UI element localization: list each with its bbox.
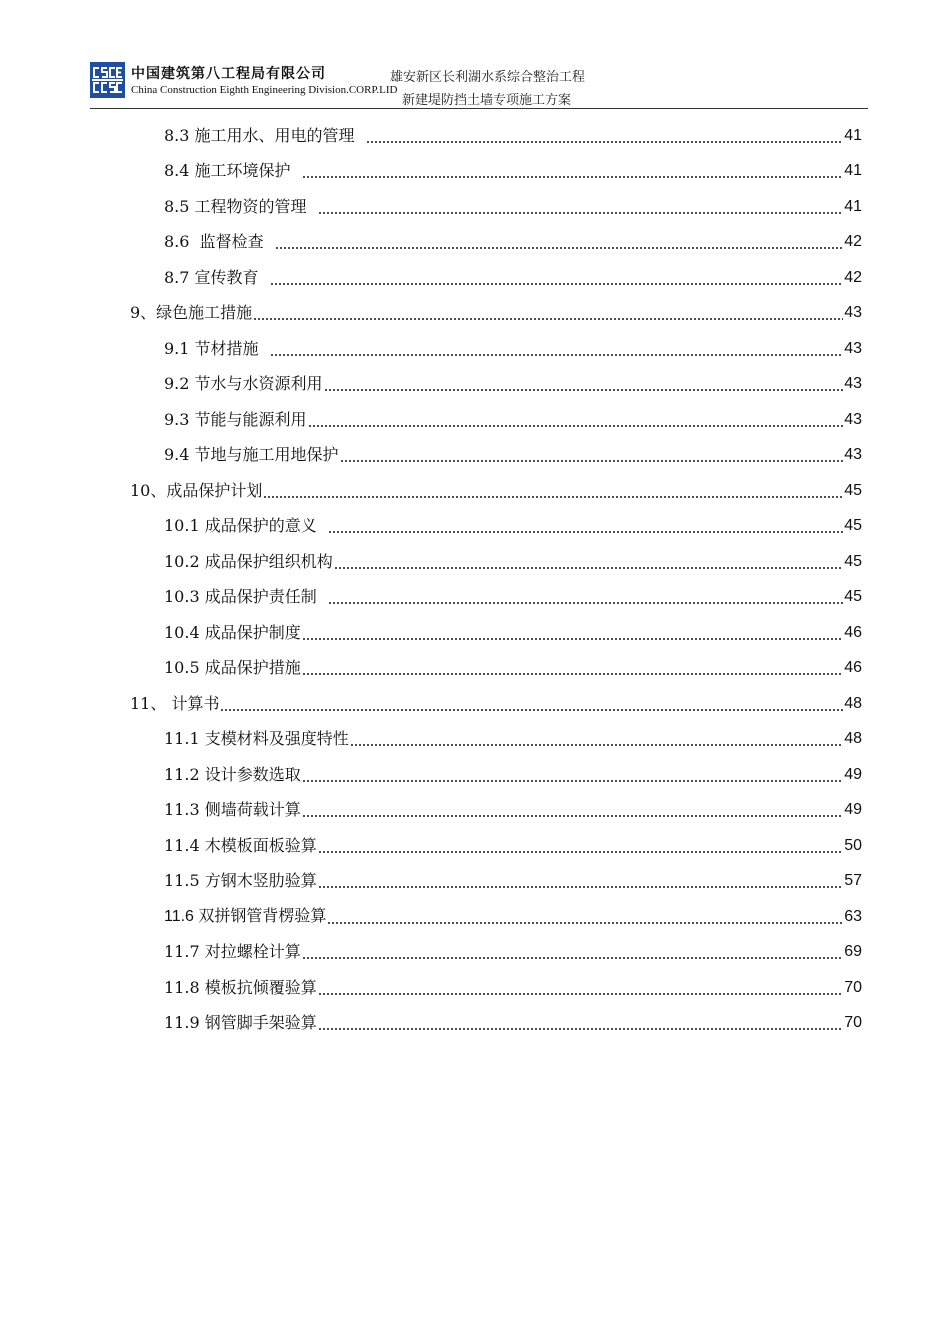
- toc-entry-title: 8.3 施工用水、用电的管理: [164, 125, 365, 145]
- toc-entry-title: 9.1 节材措施: [164, 338, 269, 358]
- toc-entry[interactable]: [130, 509, 862, 545]
- toc-entry-page: 63: [844, 907, 862, 925]
- toc-dot-leader: [308, 410, 844, 430]
- toc-dot-leader: [263, 481, 843, 501]
- company-name-chinese: 中国建筑第八工程局有限公司: [131, 66, 326, 82]
- toc-entry-title: 10.2 成品保护组织机构: [164, 551, 333, 571]
- toc-entry-page: 42: [844, 268, 862, 286]
- toc-entry-title: 11.9 钢管脚手架验算: [164, 1013, 317, 1033]
- toc-entry-title: 11.8 模板抗倾覆验算: [164, 977, 317, 997]
- toc-entry-title: 8.4 施工环境保护: [164, 161, 301, 181]
- toc-chapter[interactable]: [130, 473, 862, 509]
- toc-entry-title: 10.3 成品保护责任制: [164, 587, 327, 607]
- toc-entry[interactable]: [130, 722, 862, 758]
- cscec-logo-icon: [90, 62, 125, 98]
- toc-entry-title: 11.2 设计参数选取: [164, 764, 301, 784]
- toc-dot-leader: [302, 765, 843, 785]
- toc-dot-leader: [275, 232, 843, 252]
- toc-entry-page: 41: [844, 162, 862, 180]
- toc-chapter-title: 10、成品保护计划: [130, 480, 263, 500]
- toc-entry-title: 9.4 节地与施工用地保护: [164, 445, 339, 465]
- table-of-contents: [130, 118, 862, 1041]
- toc-entry[interactable]: [130, 367, 862, 403]
- toc-entry-title: 11.7 对拉螺栓计算: [164, 942, 301, 962]
- toc-entry-page: 41: [844, 197, 862, 215]
- toc-entry-title: 9.2 节水与水资源利用: [164, 374, 323, 394]
- toc-entry[interactable]: [130, 793, 862, 829]
- toc-dot-leader: [302, 623, 843, 643]
- toc-entry[interactable]: [130, 615, 862, 651]
- toc-dot-leader: [327, 907, 843, 927]
- toc-dot-leader: [366, 126, 843, 146]
- toc-entry-page: 49: [844, 801, 862, 819]
- toc-dot-leader: [302, 161, 843, 181]
- toc-entry-page: 43: [844, 446, 862, 464]
- toc-entry-title: 8.5 工程物资的管理: [164, 196, 317, 216]
- toc-entry-title: 8.6 监督检查: [164, 232, 274, 252]
- toc-entry-page: 49: [844, 765, 862, 783]
- toc-entry-title: 10.1 成品保护的意义: [164, 516, 327, 536]
- toc-entry-title: 10.4 成品保护制度: [164, 622, 301, 642]
- toc-entry-page: 70: [844, 978, 862, 996]
- toc-chapter-title: 11、 计算书: [130, 693, 220, 713]
- toc-entry-page: 43: [844, 339, 862, 357]
- toc-entry[interactable]: [130, 225, 862, 261]
- toc-dot-leader: [302, 658, 843, 678]
- toc-entry[interactable]: [130, 544, 862, 580]
- toc-entry[interactable]: [130, 970, 862, 1006]
- toc-dot-leader: [302, 942, 843, 962]
- toc-entry-page: 42: [844, 233, 862, 251]
- toc-entry-page: 41: [844, 126, 862, 144]
- toc-dot-leader: [318, 1013, 843, 1033]
- toc-entry-page: 70: [844, 1014, 862, 1032]
- toc-entry[interactable]: [130, 1006, 862, 1042]
- toc-entry[interactable]: [130, 189, 862, 225]
- toc-chapter[interactable]: [130, 686, 862, 722]
- toc-entry[interactable]: [130, 757, 862, 793]
- toc-entry[interactable]: [130, 828, 862, 864]
- toc-entry[interactable]: [130, 580, 862, 616]
- page-header: [90, 62, 868, 109]
- toc-dot-leader: [302, 800, 843, 820]
- toc-dot-leader: [350, 729, 843, 749]
- toc-dot-leader: [334, 552, 843, 572]
- toc-entry-page: 57: [844, 872, 862, 890]
- toc-dot-leader: [270, 268, 843, 288]
- toc-entry[interactable]: [130, 935, 862, 971]
- toc-entry-page: 69: [844, 943, 862, 961]
- toc-chapter[interactable]: [130, 296, 862, 332]
- toc-entry[interactable]: [130, 154, 862, 190]
- toc-entry-page: 43: [844, 375, 862, 393]
- toc-entry-title: 10.5 成品保护措施: [164, 658, 301, 678]
- toc-entry[interactable]: [130, 331, 862, 367]
- toc-dot-leader: [253, 303, 843, 323]
- toc-dot-leader: [318, 197, 843, 217]
- toc-entry-title: 11.4 木模板面板验算: [164, 835, 317, 855]
- toc-entry[interactable]: [130, 438, 862, 474]
- toc-entry-page: 45: [844, 517, 862, 535]
- toc-dot-leader: [340, 445, 844, 465]
- toc-entry-title: 9.3 节能与能源利用: [164, 409, 307, 429]
- toc-dot-leader: [324, 374, 844, 394]
- toc-entry-page: 43: [844, 410, 862, 428]
- toc-entry-title: 11.6 双拼钢管背楞验算: [164, 907, 327, 925]
- toc-dot-leader: [318, 871, 843, 891]
- toc-dot-leader: [328, 516, 843, 536]
- toc-entry-title: 11.1 支模材料及强度特性: [164, 729, 349, 749]
- toc-entry[interactable]: [130, 899, 862, 935]
- toc-entry-title: 8.7 宣传教育: [164, 267, 269, 287]
- toc-chapter-page: 43: [844, 304, 862, 322]
- toc-entry-page: 50: [844, 836, 862, 854]
- toc-entry[interactable]: [130, 651, 862, 687]
- toc-entry[interactable]: [130, 864, 862, 900]
- document-title: 新建堤防挡土墙专项施工方案: [402, 93, 572, 108]
- toc-chapter-page: 45: [844, 481, 862, 499]
- toc-dot-leader: [220, 694, 843, 714]
- toc-dot-leader: [318, 836, 843, 856]
- toc-entry[interactable]: [130, 402, 862, 438]
- company-name-english: China Construction Eighth Engineering Division.CORP.LID: [131, 84, 398, 96]
- toc-entry-page: 46: [844, 623, 862, 641]
- toc-dot-leader: [270, 339, 843, 359]
- toc-entry-page: 46: [844, 659, 862, 677]
- toc-dot-leader: [318, 978, 843, 998]
- toc-entry-page: 45: [844, 552, 862, 570]
- toc-entry[interactable]: [130, 118, 862, 154]
- toc-entry-page: 45: [844, 588, 862, 606]
- toc-dot-leader: [328, 587, 843, 607]
- toc-entry-title: 11.5 方钢木竖肋验算: [164, 871, 317, 891]
- toc-entry-title: 11.3 侧墙荷载计算: [164, 800, 301, 820]
- toc-chapter-page: 48: [844, 694, 862, 712]
- toc-chapter-title: 9、绿色施工措施: [130, 303, 253, 323]
- project-title: 雄安新区长利湖水系综合整治工程: [390, 70, 586, 85]
- toc-entry[interactable]: [130, 260, 862, 296]
- toc-entry-page: 48: [844, 730, 862, 748]
